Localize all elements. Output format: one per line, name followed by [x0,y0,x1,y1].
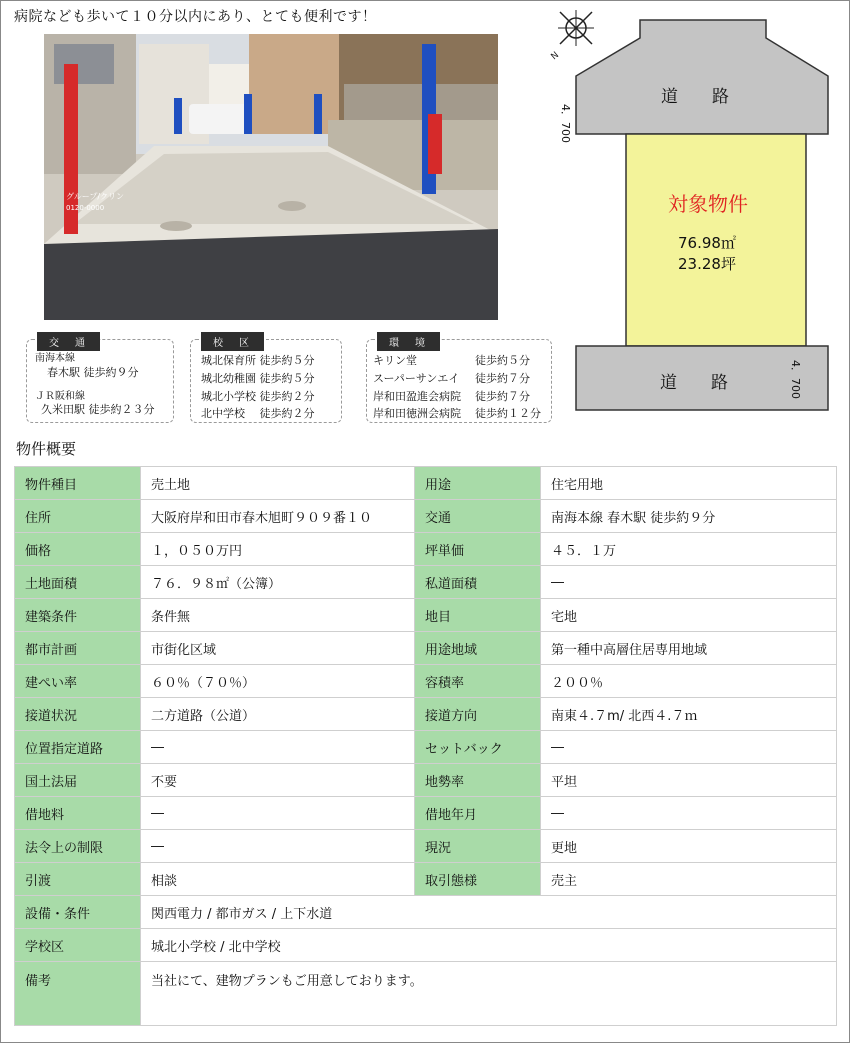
road-top-label: 道 路 [661,87,729,107]
table-row [15,500,837,533]
environment-item-name: 岸和田盈進会病院 [373,390,461,403]
spec-key: 価格 [15,533,141,566]
spec-key: 国土法届 [15,764,141,797]
environment-item-name: キリン堂 [373,354,417,367]
road-bottom-label: 道 路 [660,373,728,393]
spec-value: ７６．９８㎡（公簿） [141,566,415,599]
flag-phone: 0120-0000 [66,204,105,212]
table-row [15,599,837,632]
environment-item-distance: 徒歩約５分 [475,354,530,367]
overview-title: 物件概要 [16,440,77,458]
spec-key: 交通 [415,500,541,533]
environment-item-distance: 徒歩約７分 [475,390,530,403]
spec-key: 設備・条件 [15,896,141,929]
spec-key: 取引態様 [415,863,541,896]
spec-value: 南海本線 春木駅 徒歩約９分 [541,500,837,533]
compass-icon [558,10,594,46]
spec-key: 坪単価 [415,533,541,566]
spec-value: 市街化区域 [141,632,415,665]
spec-value: 平坦 [541,764,837,797]
spec-value: １，０５０万円 [141,533,415,566]
spec-key: 建ぺい率 [15,665,141,698]
spec-value: 更地 [541,830,837,863]
environment-item-distance: 徒歩約７分 [475,372,530,385]
road-top-width: 4．700 [559,104,572,143]
spec-value: ― [141,731,415,764]
table-row [15,533,837,566]
spec-key: 引渡 [15,863,141,896]
spec-value: 相談 [141,863,415,896]
access-line-3: ＪＲ阪和線 [35,391,85,402]
spec-key: 備考 [15,962,141,1026]
spec-key: 借地料 [15,797,141,830]
spec-key: 接道方向 [415,698,541,731]
school-item: 城北小学校 徒歩約２分 [201,390,315,403]
table-row [15,698,837,731]
spec-value: 住宅用地 [541,467,837,500]
spec-value: ― [541,566,837,599]
spec-value: 不要 [141,764,415,797]
access-line-4: 久米田駅 徒歩約２３分 [41,403,155,416]
table-row [15,962,837,1026]
schools-box [190,339,342,423]
spec-value: ― [141,830,415,863]
spec-key: セットバック [415,731,541,764]
school-item: 城北保育所 徒歩約５分 [201,354,315,367]
spec-value: 条件無 [141,599,415,632]
environment-box [366,339,552,423]
spec-value: 売土地 [141,467,415,500]
table-row [15,929,837,962]
spec-value: 関西電力 / 都市ガス / 上下水道 [141,896,837,929]
spec-key: 法令上の制限 [15,830,141,863]
spec-value: 南東４.７m/ 北西４.７ｍ [541,698,837,731]
table-row [15,896,837,929]
spec-value: 売主 [541,863,837,896]
spec-value: 大阪府岸和田市春木旭町９０９番１０ [141,500,415,533]
environment-item-name: 岸和田徳洲会病院 [373,407,461,420]
environment-item-distance: 徒歩約１２分 [475,407,541,420]
access-line-1: 南海本線 [35,353,75,364]
spec-key: 地目 [415,599,541,632]
spec-value: 宅地 [541,599,837,632]
table-row [15,863,837,896]
access-tag: 交 通 [37,332,100,351]
spec-key: 住所 [15,500,141,533]
spec-value: ― [541,797,837,830]
table-row [15,467,837,500]
headline: 病院なども歩いて１０分以内にあり、とても便利です！ [14,9,377,25]
spec-value: ― [541,731,837,764]
environment-item-name: スーパーサンエイ [373,372,460,385]
flag-text: グループ/クリン [66,192,125,201]
spec-key: 用途 [415,467,541,500]
property-photo [44,34,498,320]
road-bottom-width: 4．700 [789,360,802,399]
spec-value: 第一種中高層住居専用地域 [541,632,837,665]
schools-tag: 校 区 [201,332,264,351]
spec-value: ２００％ [541,665,837,698]
spec-value: ４５．１万 [541,533,837,566]
spec-key: 土地面積 [15,566,141,599]
spec-key: 物件種目 [15,467,141,500]
table-row [15,566,837,599]
spec-key: 容積率 [415,665,541,698]
spec-key: 私道面積 [415,566,541,599]
school-item: 城北幼稚園 徒歩約５分 [201,372,315,385]
spec-key: 学校区 [15,929,141,962]
spec-key: 建築条件 [15,599,141,632]
spec-value: 二方道路（公道） [141,698,415,731]
spec-key: 都市計画 [15,632,141,665]
lot-area-m2: 76.98㎡ [678,234,736,252]
access-line-2: 春木駅 徒歩約９分 [47,366,139,379]
spec-key: 地勢率 [415,764,541,797]
spec-value: 当社にて、建物プランもご用意しております。 [141,962,837,1026]
table-row [15,665,837,698]
table-row [15,764,837,797]
spec-value: ― [141,797,415,830]
table-row [15,830,837,863]
spec-value: 城北小学校 / 北中学校 [141,929,837,962]
road-top-shape [576,20,828,134]
site-map [549,8,846,418]
spec-value: ６０％（７０％） [141,665,415,698]
lot-area-tsubo: 23.28坪 [678,255,736,273]
table-row [15,797,837,830]
environment-tag: 環 境 [377,332,440,351]
access-box [26,339,174,423]
spec-key: 位置指定道路 [15,731,141,764]
spec-key: 借地年月 [415,797,541,830]
target-property-label: 対象物件 [668,192,748,216]
spec-key: 用途地域 [415,632,541,665]
school-item: 北中学校 徒歩約２分 [201,407,315,420]
spec-key: 接道状況 [15,698,141,731]
property-spec-table [14,466,837,1026]
table-row [15,632,837,665]
spec-key: 現況 [415,830,541,863]
compass-label: N [549,50,562,63]
table-row [15,731,837,764]
